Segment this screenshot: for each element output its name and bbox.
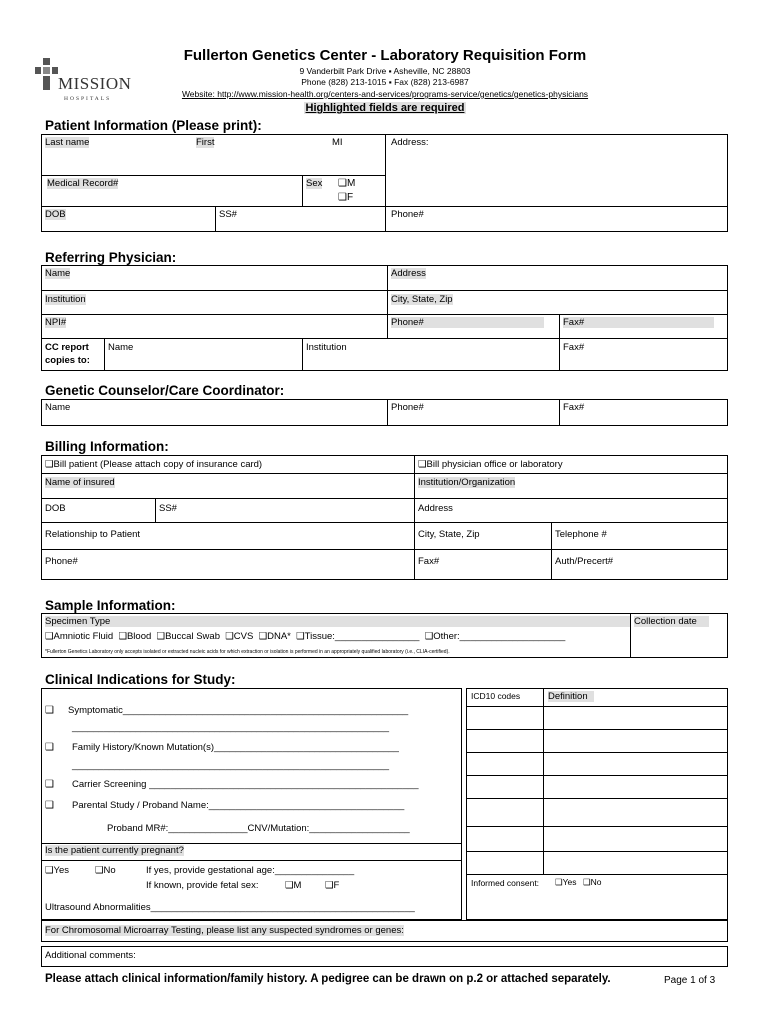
npi-field[interactable]: NPI# [45,317,67,328]
sample-section-heading: Sample Information: [45,598,176,613]
collection-date-field[interactable]: Collection date [634,616,709,627]
attach-note: Please attach clinical information/family history. A pedigree can be drawn on p.2 or attached separately. [45,973,611,985]
carrier-checkbox[interactable]: ❑ [45,779,54,790]
fetal-sex-label: If known, provide fetal sex: [146,880,259,891]
page-number: Page 1 of 3 [664,975,716,986]
additional-comments-field[interactable]: Additional comments: [45,950,136,961]
symptomatic-field[interactable]: Symptomatic______________________________________________________ [68,705,409,716]
billing-section-heading: Billing Information: [45,439,169,454]
address-field[interactable]: Address: [391,137,429,148]
cc-report-label: CC report [45,342,89,353]
family-history-checkbox[interactable]: ❑ [45,742,54,753]
billing-address-field[interactable]: Address [418,503,453,514]
counselor-phone-field[interactable]: Phone# [391,402,424,413]
physician-institution-field[interactable]: Institution [45,294,86,305]
family-history-line-2[interactable]: ____________________________________________________________ [72,760,390,771]
cc-institution-field[interactable]: Institution [306,342,347,353]
mi-field[interactable]: MI [332,137,343,148]
billing-fax-field[interactable]: Fax# [418,556,440,567]
sex-label: Sex [306,178,323,189]
specimen-type-label: Specimen Type [45,616,630,627]
ultrasound-field[interactable]: Ultrasound Abnormalities__________________________________________________ [45,902,415,913]
bill-physician-checkbox[interactable]: ❑Bill physician office or laboratory [418,459,563,470]
counselor-box [41,399,728,426]
counselor-fax-field[interactable]: Fax# [563,402,585,413]
first-name-field[interactable]: First [196,137,215,148]
telephone-field[interactable]: Telephone # [555,529,607,540]
patient-section-heading: Patient Information (Please print): [45,118,262,133]
physician-name-field[interactable]: Name [45,268,71,279]
specimen-options[interactable]: ❑Amniotic Fluid ❑Blood ❑Buccal Swab ❑CVS ❑DNA* ❑Tissue:________________ ❑Other:____________________ [45,631,566,642]
center-address: 9 Vanderbilt Park Drive ▪ Asheville, NC 28803 [299,66,471,76]
comments-box [41,946,728,967]
billing-ss-field[interactable]: SS# [159,503,177,514]
medical-record-field[interactable]: Medical Record# [47,178,119,189]
counselor-section-heading: Genetic Counselor/Care Coordinator: [45,383,285,398]
logo-name: MISSION [58,74,132,93]
physician-city-field[interactable]: City, State, Zip [391,294,453,305]
logo-subtitle: HOSPITALS [64,96,112,102]
billing-dob-field[interactable]: DOB [45,503,66,514]
consent-yes-checkbox[interactable]: ❑Yes [555,877,577,887]
informed-consent-label: Informed consent: [471,878,540,888]
phone-field[interactable]: Phone# [391,209,424,220]
cc-name-field[interactable]: Name [108,342,134,353]
billing-city-field[interactable]: City, State, Zip [418,529,480,540]
counselor-name-field[interactable]: Name [45,402,71,413]
icd10-codes-label: ICD10 codes [471,691,521,701]
pregnant-question: Is the patient currently pregnant? [45,845,184,856]
auth-precert-field[interactable]: Auth/Precert# [555,556,614,567]
pregnant-yes-checkbox[interactable]: ❑Yes [45,865,70,876]
dob-field[interactable]: DOB [45,209,66,220]
physician-phone-field[interactable]: Phone# [391,317,544,328]
symptomatic-checkbox[interactable]: ❑ [45,705,54,716]
fetal-sex-f-checkbox[interactable]: ❑F [325,880,340,891]
center-phone-fax: Phone (828) 213-1015 ▪ Fax (828) 213-6987 [301,77,469,87]
family-history-field[interactable]: Family History/Known Mutation(s)___________________________________ [72,742,399,753]
name-of-insured-field[interactable]: Name of insured [45,477,115,488]
form-title: Fullerton Genetics Center - Laboratory Requisition Form [183,47,587,64]
parental-checkbox[interactable]: ❑ [45,800,54,811]
bill-patient-checkbox[interactable]: ❑Bill patient (Please attach copy of insurance card) [45,459,263,470]
physician-fax-field[interactable]: Fax# [563,317,714,328]
sex-f-checkbox[interactable]: ❑F [338,192,354,203]
website-link[interactable]: Website: http://www.mission-health.org/centers-and-services/programs-service/genetics/genetics-physicians [181,89,589,99]
gestational-age-field[interactable]: If yes, provide gestational age:_______________ [146,865,355,876]
clinical-section-heading: Clinical Indications for Study: [45,672,236,687]
relationship-field[interactable]: Relationship to Patient [45,529,141,540]
sex-m-checkbox[interactable]: ❑M [338,178,356,189]
ss-field[interactable]: SS# [219,209,237,220]
definition-label: Definition [548,691,594,702]
carrier-screening-field[interactable]: Carrier Screening ___________________________________________________ [72,779,419,790]
symptomatic-line-2[interactable]: ____________________________________________________________ [72,722,390,733]
proband-field[interactable]: Proband MR#:_______________CNV/Mutation:___________________ [107,823,410,834]
microarray-field[interactable]: For Chromosomal Microarray Testing, please list any suspected syndromes or genes: [45,925,404,936]
fetal-sex-m-checkbox[interactable]: ❑M [285,880,302,891]
pregnant-no-checkbox[interactable]: ❑No [95,865,116,876]
physician-address-field[interactable]: Address [391,268,426,279]
billing-phone-field[interactable]: Phone# [45,556,78,567]
last-name-field[interactable]: Last name [45,137,90,148]
physician-section-heading: Referring Physician: [45,250,177,265]
sample-footnote: *Fullerton Genetics Laboratory only accepts isolated or extracted nucleic acids for which extraction or isolation is performed in an appropriately qualified laboratory (i.e., CLIA-certified). [45,649,450,655]
parental-study-field[interactable]: Parental Study / Proband Name:_____________________________________ [72,800,405,811]
cc-fax-field[interactable]: Fax# [563,342,585,353]
institution-organization-field[interactable]: Institution/Organization [418,477,516,488]
copies-to-label: copies to: [45,355,90,366]
consent-no-checkbox[interactable]: ❑No [583,877,602,887]
required-note: Highlighted fields are required [305,102,465,114]
